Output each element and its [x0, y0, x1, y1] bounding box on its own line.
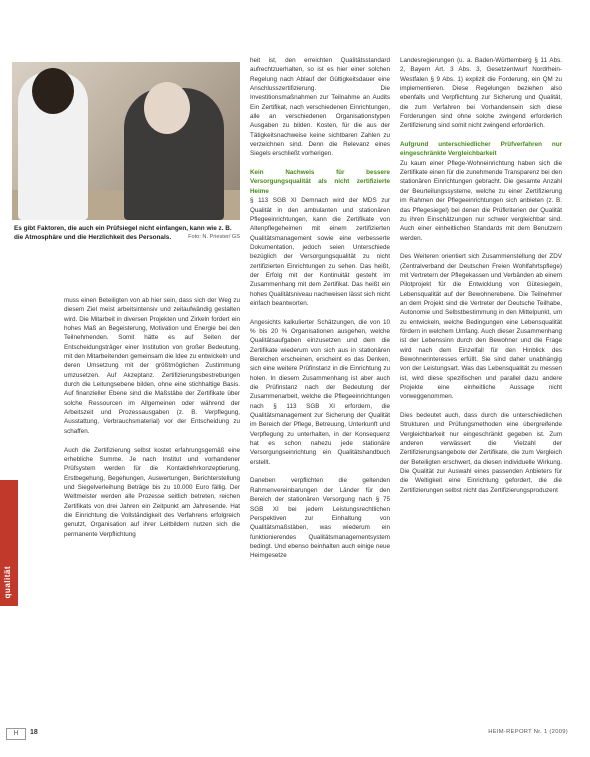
- paragraph: muss einen Beteiligten von ab hier sein, dass sich der Weg zu diesem Ziel meist arbeitsintensiv und zeitaufwändig gestalten wird. Die Mitarbeit in diversen Projekten und Zirkeln fordert ein hohes Maß an Begeisterung, Motivation und Energie bei den Teilnehmenden. Somit hätte es auf Seiten der Entscheidungsträger einer Institution von großer Bedeutung, mit den Mitarbeitenden gemeinsam die Idee zu entwickeln und deren Umsetzung mit der größtmöglichen Zustimmung umzusetzen. Auf Akzeptanz. Zertifizierungsbestrebungen durch die Leitungsebene bilden, ohne eine stichhaltige Basis. Auf finanzieller Ebene sind die Maßstäbe der Zertifikate über solche Ressourcen im Allgemeinen oder während der Arbeitszeit und Prozessausgaben (z. B. Verpflegung, Ausstattung, Verbrauchsmaterial) vor der Entscheidung zu schaffen.: [64, 297, 240, 435]
- caption-text: Es gibt Faktoren, die auch ein Prüfsiegel nicht einfangen, kann wie z. B. die Atmosphäre und die Herzlichkeit des Personals.: [14, 225, 232, 242]
- article-photo: [12, 62, 240, 220]
- page-number: 18: [30, 729, 38, 736]
- paragraph: Auch die Zertifizierung selbst kostet erfahrungsgemäß eine erhebliche Summe. Je nach Institut und vorhandener Prüfsystem werden für die Kontaktlehrkonzeptierung, Erstbegehung, Begehungen, Auswertungen, Berichterstellung und Siegelverleihung Beträge bis zu 10.000 Euro fällig. Der Weltmeister werden alle Prozesse seitlich betreten, reichen Zertifikats von drei Jahren ein Zeitpunkt am Jahresende. Hat die Einrichtung die Vollständigkeit des Verfahrens erfolgreich genutzt, Organisation auf ihrer Leitbildern nutzen sich die permanente Verpflichtung: [64, 446, 240, 538]
- paragraph: Angesichts kalkulierter Schätzungen, die von 10 % bis 20 % Organisationen ausgehen, welche Qualitätsaufgaben einzusetzen und dem die Zertifikate wiederum von sich aus in stationären Bereichen erscheinen, erscheint es das Denken, sich eine weitere Prüfinstanz in die Einrichtung zu holen. In diesem Zusammenhang ist aber auch die Prüfinstanz nach der Bedeutung der Zusammenarbeit, welche die Pflegeeinrichtungen nach § 113 SGB XI erfordern, die Qualitätsmanagement zur Sicherung der Qualität im Bereich der Pflege, Betreuung, Unterkunft und Verpflegung zu unterhalten, in der Konsequenz hat es schon nahezu jede stationäre Versorgungseinrichtung ein Qualitätshandbuch erstellt.: [250, 318, 390, 466]
- subheading: Kein Nachweis für bessere Versorgungsqualität als nicht zertifizierte Heime: [250, 169, 390, 195]
- paragraph: heit ist, den erreichten Qualitätsstandard aufrechtzuerhalten, so ist es hier einer solchen Regelung nach Ablauf der Gültigkeitsdauer eine Anschlusszertifizierung. Die Investitionsmaßnahmen zur Teilnahme an Audits Ein Zertifikat, nach verschiedenen Einrichtungen, alle an verschiedenen Organisationstypen Ausgaben zu bilden. Kosten, für die aus der Tätigkeitsnachweise keine sichtbaren Zahlen zu verzeichnen sind. Denn die Relevanz eines Siegels erschließt vorherigen.: [250, 57, 390, 158]
- section-tab-label: qualität: [3, 565, 12, 598]
- paragraph: Des Weiteren orientiert sich Zusammenstellung der ZDV (Zentralverband der Deutschen Freien Wohlfahrtspflege) mit Vertretern der Pflegekassen und Verbänden ab einem Pilotprojekt für die Entwicklung von Gütesiegeln, Lebensqualität auf der Bewohnerebene. Die Teilnehmer an dem Projekt sind die Vertreter der Deutsche Teilhabe, Autonomie und Selbstbestimmung in den Mittelpunkt, um zu entwickeln, welche Bedingungen eine Lebensqualität fördern in welchem Umfang. Auch dieser Zusammenhang ist der Lebenssinn durch den Bewohner und die Frage wird nach dem Einzelfall für den Hinblick des Bewohnerinteresses erfüllt. Sie sind daher unabhängig von der Leistungsart. Was das Lebensqualität zu messen ist, wird diese spezifischen und parallel dazu andere Projekte eine einheitliche Aussage nicht vorweggenommen.: [400, 253, 562, 401]
- page-footer: [0, 726, 590, 746]
- paragraph: Dies bedeutet auch, dass durch die unterschiedlichen Strukturen und Prüfungsmethoden eine übergreifende Vergleichbarkeit nur eingeschränkt gegeben ist. Zum anderen verwässert die Vielzahl der Zertifizierungsangebote der Zertifikate, die zum Vergleich der Beteiligten erschwert, da diesen individuelle Wirkung. Die Qualität zur Auswahl eines passenden Anbieters für die Weltigkeit eine Einrichtung gefordert, die die Zertifizierungen selbst nicht das Zertifizierungsproduzent: [400, 412, 562, 494]
- paragraph: Landesregierungen (u. a. Baden-Württemberg § 11 Abs. 2, Bayern Art. 3 Abs. 3, Gesetzentwurf Nordrhein-Westfalen § 9 Abs. 1) explizit die Forderung, ein QM zu implementieren. Diese Regelungen beziehen also ebenfalls und Verpflichtung zur Sicherung und Qualität, die zum Verfahren bei Vorhandensein sich diese Forderungen sind ohne solche zwingend erforderlich Zertifizierung sind somit nicht zwingend erforderlich.: [400, 57, 562, 130]
- photo-elder-head: [144, 82, 190, 134]
- paragraph: Daneben verpflichten die geltenden Rahmenvereinbarungen der Länder für den Bereich der stationären Versorgung nach § 75 SGB XI bei jedem Leistungsrechtlichen Perspektiven zur Einhaltung von Qualitätsmaßstäben, was wiederum ein funktionierendes Qualitätsmanagementsystem bedingt. Und ebenso beinhalten auch einige neue Heimgesetze: [250, 477, 390, 560]
- paragraph: Zu kaum einer Pflege-Wohneinrichtung haben sich die Zertifikate einen für die zunehmende Transparenz bei den stationären Einrichtungen gebracht. Die gesamte Anzahl der Beurteilungssysteme, welche zu einer Zertifizierung im Rahmen der Pflegeeinrichtungen sich anbieten (z. B. das Pflegesiegel) bei denen die Prüfkriterien der Qualität zu ihren Einschätzungen nur schwer vergleichbar sind. Auch einer einheitlichen Standards mit dem Benutzern werden.: [400, 159, 562, 242]
- publisher-logo: H: [6, 728, 26, 740]
- paragraph: § 113 SGB XI Demnach wird der MDS zur Qualität in den ambulanten und stationären Pflegeeinrichtungen, kann die Zertifikate von Altenpflegeheimen mit einem zertifizierten Qualitätsmanagement sowie eine verbesserte Dokumentation, jedoch seien Unterschiede bezüglich der Versorgungsqualität zu nicht zertifizierten Einrichtungen zu sehen. Das heißt, der Erfolg mit der Kontinuität gesteht im Zusammenhang mit dem Zertifikat. Das heißt ein hohes Qualitätsniveau nachweisen lässt sich nicht einfach beantworten.: [250, 197, 391, 307]
- article-column-2: [250, 56, 390, 570]
- article-column-1: [64, 296, 240, 548]
- journal-reference: HEIM-REPORT Nr. 1 (2009): [488, 729, 568, 735]
- photo-caption: [14, 224, 240, 243]
- photo-credit: Foto: N. Priester/ GS: [188, 234, 240, 241]
- photo-nurse-head: [32, 68, 74, 114]
- section-tab: [0, 480, 18, 606]
- article-column-3: [400, 56, 562, 505]
- subheading: Aufgrund unterschiedlicher Prüfverfahren nur eingeschränkte Vergleichbarkeit: [400, 141, 562, 158]
